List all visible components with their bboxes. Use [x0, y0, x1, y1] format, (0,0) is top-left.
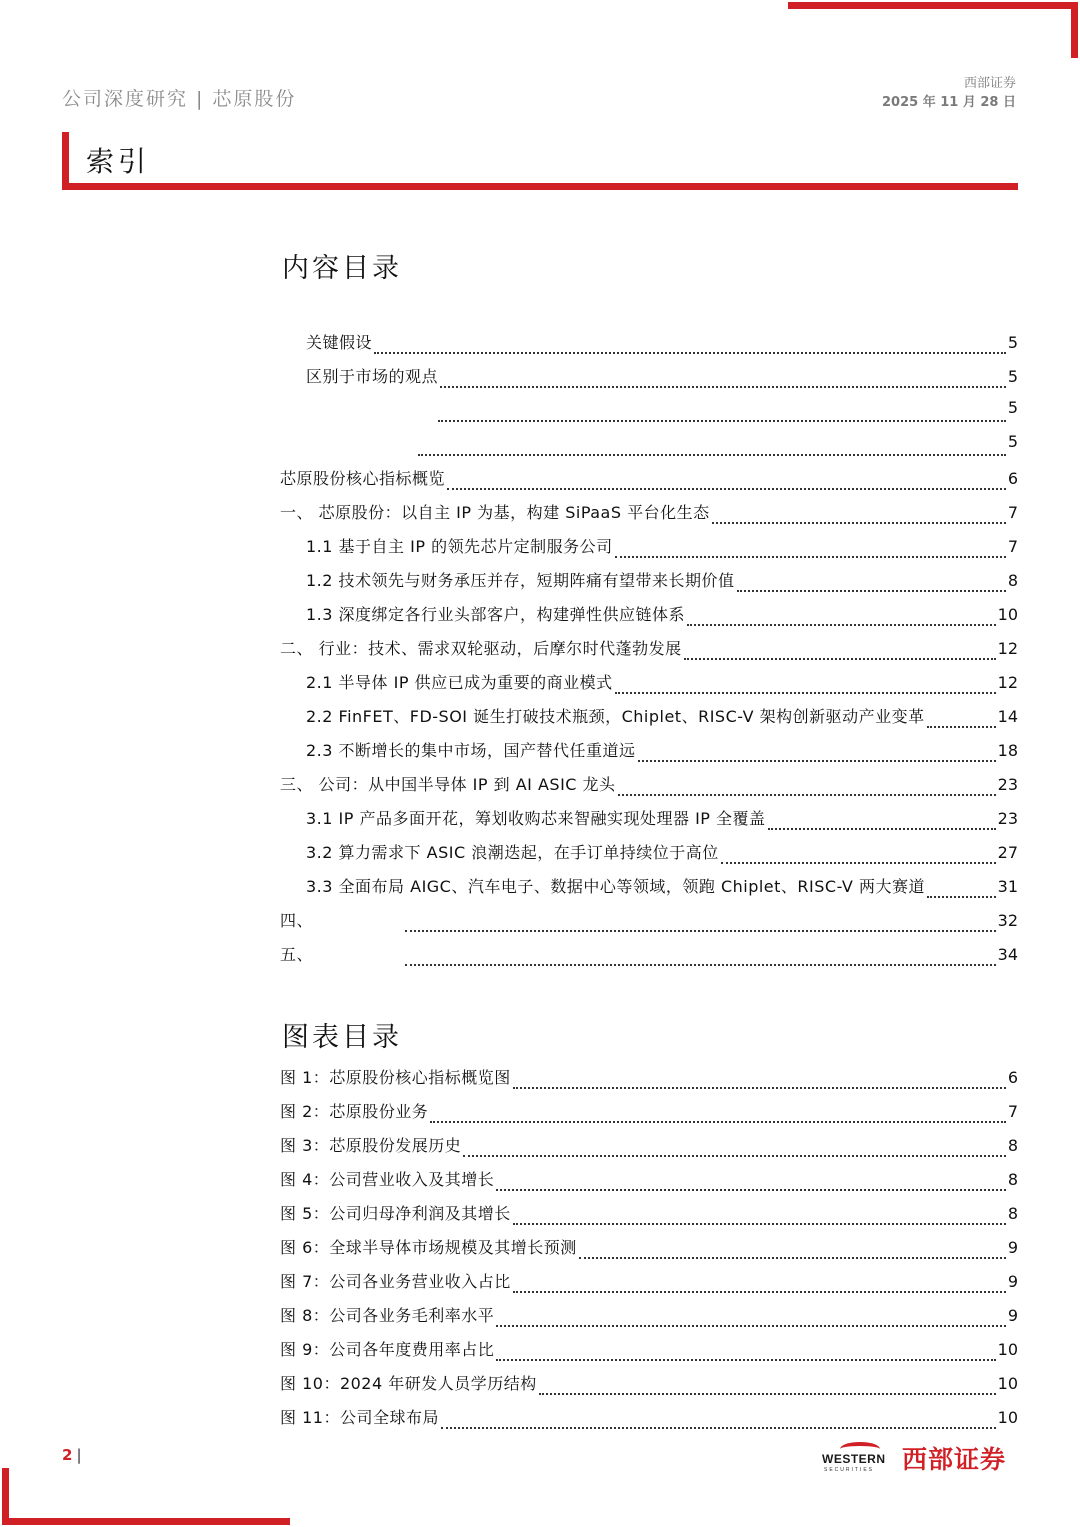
toc-entry-page: 9 — [1007, 1306, 1018, 1325]
report-meta — [882, 74, 1016, 112]
toc-leader-dots — [539, 1393, 996, 1395]
toc-entry[interactable] — [280, 398, 1018, 432]
toc-entry[interactable] — [280, 1201, 1018, 1235]
toc-entry-label: 1.2 技术领先与财务承压并存，短期阵痛有望带来长期价值 — [306, 571, 735, 590]
toc-entry-label: 图 10：2024 年研发人员学历结构 — [280, 1374, 537, 1393]
toc-leader-dots — [441, 1427, 996, 1429]
top-red-bar — [788, 2, 1078, 9]
toc-entry-label: 图 7：公司各业务营业收入占比 — [280, 1272, 511, 1291]
toc-entry-label: 3.2 算力需求下 ASIC 浪潮迭起，在手订单持续位于高位 — [306, 843, 719, 862]
toc-entry[interactable] — [280, 636, 1018, 670]
toc-leader-dots — [721, 862, 996, 864]
toc-entry-label: 1.3 深度绑定各行业头部客户，构建弹性供应链体系 — [306, 605, 686, 624]
toc-leader-dots — [927, 726, 996, 728]
toc-entry-page: 5 — [1007, 367, 1018, 386]
toc-leader-dots — [513, 1087, 1006, 1089]
toc-entry-label: 三、 公司：从中国半导体 IP 到 AI ASIC 龙头 — [280, 775, 616, 794]
toc-entry[interactable] — [280, 1167, 1018, 1201]
toc-entry-label: 图 1：芯原股份核心指标概览图 — [280, 1068, 511, 1087]
toc-leader-dots — [712, 522, 1006, 524]
toc-entry[interactable] — [280, 1337, 1018, 1371]
toc-entry-label: 四、 — [280, 911, 314, 930]
toc-leader-dots — [927, 896, 996, 898]
toc-entry-label: 2.2 FinFET、FD-SOI 诞生打破技术瓶颈，Chiplet、RISC-V 架构创新驱动产业变革 — [306, 707, 925, 726]
toc-entry[interactable] — [280, 1405, 1018, 1439]
toc-entry[interactable] — [280, 500, 1018, 534]
broker-logo — [822, 1440, 1006, 1476]
toc-entry-page: 18 — [997, 741, 1018, 760]
toc-entry[interactable] — [280, 432, 1018, 466]
toc-entry-page: 8 — [1007, 1170, 1018, 1189]
toc-leader-dots — [438, 420, 1006, 422]
toc-list — [280, 330, 1018, 976]
toc-leader-dots — [430, 1121, 1006, 1123]
toc-entry[interactable] — [280, 330, 1018, 364]
toc-entry[interactable] — [280, 1303, 1018, 1337]
toc-entry-page: 7 — [1007, 1102, 1018, 1121]
top-red-bar-corner — [1071, 2, 1078, 58]
toc-entry-page: 8 — [1007, 571, 1018, 590]
report-type: 公司深度研究 — [62, 88, 189, 110]
toc-entry-label: 芯原股份核心指标概览 — [280, 469, 446, 488]
page-number — [62, 1446, 82, 1464]
toc-entry-page: 8 — [1007, 1204, 1018, 1223]
toc-entry-page: 5 — [1007, 333, 1018, 352]
toc-entry[interactable] — [280, 1099, 1018, 1133]
toc-leader-dots — [496, 1189, 1006, 1191]
toc-entry-page: 34 — [997, 945, 1018, 964]
toc-leader-dots — [513, 1291, 1006, 1293]
toc-entry-label: 区别于市场的观点 — [306, 367, 439, 386]
index-banner — [62, 132, 1018, 190]
toc-leader-dots — [447, 488, 1006, 490]
toc-entry[interactable] — [280, 874, 1018, 908]
toc-entry[interactable] — [280, 670, 1018, 704]
bottom-red-bar — [2, 1518, 290, 1525]
page-number-bar: | — [76, 1446, 82, 1464]
toc-leader-dots — [638, 760, 996, 762]
toc-title: 内容目录 — [282, 253, 402, 284]
toc-entry[interactable] — [280, 1133, 1018, 1167]
toc-entry[interactable] — [280, 806, 1018, 840]
toc-entry-page: 10 — [997, 1374, 1018, 1393]
toc-entry[interactable] — [280, 534, 1018, 568]
toc-entry[interactable] — [280, 738, 1018, 772]
toc-entry-page: 14 — [997, 707, 1018, 726]
toc-entry-label: 图 4：公司营业收入及其增长 — [280, 1170, 495, 1189]
logo-english-sub: SECURITIES — [824, 1467, 875, 1473]
toc-leader-dots — [615, 556, 1006, 558]
toc-entry[interactable] — [280, 602, 1018, 636]
index-banner-underline — [62, 183, 1018, 190]
toc-entry-label: 3.3 全面布局 AIGC、汽车电子、数据中心等领域，领跑 Chiplet、RISC-V 两大赛道 — [306, 877, 925, 896]
report-date: 2025 年 11 月 28 日 — [882, 95, 1016, 110]
toc-leader-dots — [440, 386, 1006, 388]
toc-entry-label: 图 2：芯原股份业务 — [280, 1102, 429, 1121]
toc-entry-label: 二、 行业：技术、需求双轮驱动，后摩尔时代蓬勃发展 — [280, 639, 682, 658]
toc-entry-label: 图 8：公司各业务毛利率水平 — [280, 1306, 495, 1325]
toc-leader-dots — [618, 794, 996, 796]
toc-entry[interactable] — [280, 704, 1018, 738]
index-title: 索引 — [86, 145, 151, 178]
toc-entry[interactable] — [280, 1065, 1018, 1099]
toc-entry-page: 27 — [997, 843, 1018, 862]
toc-leader-dots — [579, 1257, 1006, 1259]
toc-entry-page: 12 — [997, 639, 1018, 658]
toc-entry-label: 2.3 不断增长的集中市场，国产替代任重道远 — [306, 741, 636, 760]
toc-entry-page: 6 — [1007, 469, 1018, 488]
toc-entry-page: 5 — [1007, 432, 1018, 451]
toc-entry-label: 2.1 半导体 IP 供应已成为重要的商业模式 — [306, 673, 613, 692]
toc-leader-dots — [418, 454, 1006, 456]
toc-entry[interactable] — [280, 1235, 1018, 1269]
toc-entry-label: 关键假设 — [306, 333, 373, 352]
figure-list — [280, 1065, 1018, 1439]
toc-leader-dots — [405, 964, 996, 966]
logo-mark — [822, 1442, 898, 1474]
toc-entry[interactable] — [280, 908, 1018, 942]
logo-english: WESTERN — [822, 1452, 886, 1466]
toc-entry-page: 10 — [997, 1340, 1018, 1359]
toc-entry-page: 7 — [1007, 537, 1018, 556]
toc-entry[interactable] — [280, 1371, 1018, 1405]
toc-entry-page: 6 — [1007, 1068, 1018, 1087]
broker-name: 西部证券 — [963, 76, 1016, 91]
toc-leader-dots — [496, 1359, 995, 1361]
toc-entry-page: 8 — [1007, 1136, 1018, 1155]
header-separator: | — [196, 88, 205, 110]
toc-leader-dots — [463, 1155, 1006, 1157]
toc-entry-page: 7 — [1007, 503, 1018, 522]
toc-leader-dots — [768, 828, 996, 830]
report-header — [62, 84, 296, 111]
toc-entry-label: 图 6：全球半导体市场规模及其增长预测 — [280, 1238, 577, 1257]
toc-entry[interactable] — [280, 840, 1018, 874]
toc-entry[interactable] — [280, 1269, 1018, 1303]
figure-list-title: 图表目录 — [282, 1022, 402, 1053]
toc-entry-page: 23 — [997, 775, 1018, 794]
toc-entry-label: 图 5：公司归母净利润及其增长 — [280, 1204, 511, 1223]
company-name: 芯原股份 — [212, 88, 297, 110]
toc-entry-label: 3.1 IP 产品多面开花，筹划收购芯来智融实现处理器 IP 全覆盖 — [306, 809, 766, 828]
toc-leader-dots — [374, 352, 1006, 354]
toc-entry[interactable] — [280, 466, 1018, 500]
bottom-red-bar-corner — [2, 1468, 9, 1525]
toc-entry-page: 10 — [997, 1408, 1018, 1427]
toc-leader-dots — [405, 930, 996, 932]
toc-leader-dots — [687, 624, 996, 626]
toc-entry-page: 23 — [997, 809, 1018, 828]
toc-entry-label: 一、 芯原股份：以自主 IP 为基，构建 SiPaaS 平台化生态 — [280, 503, 710, 522]
toc-entry-page: 5 — [1007, 398, 1018, 417]
toc-entry-label: 图 11：公司全球布局 — [280, 1408, 439, 1427]
toc-entry[interactable] — [280, 568, 1018, 602]
toc-leader-dots — [684, 658, 996, 660]
toc-entry[interactable] — [280, 364, 1018, 398]
toc-entry-label: 图 9：公司各年度费用率占比 — [280, 1340, 495, 1359]
toc-entry-page: 9 — [1007, 1238, 1018, 1257]
toc-entry-page: 9 — [1007, 1272, 1018, 1291]
toc-leader-dots — [496, 1325, 1006, 1327]
toc-entry[interactable] — [280, 772, 1018, 806]
logo-chinese: 西部证券 — [902, 1445, 1007, 1474]
index-banner-left-bar — [62, 132, 69, 190]
toc-entry-label: 1.1 基于自主 IP 的领先芯片定制服务公司 — [306, 537, 613, 556]
page-number-value: 2 — [62, 1446, 73, 1464]
toc-entry-label: 五、 — [280, 945, 314, 964]
toc-leader-dots — [615, 692, 996, 694]
toc-entry[interactable] — [280, 942, 1018, 976]
toc-leader-dots — [513, 1223, 1006, 1225]
toc-entry-page: 12 — [997, 673, 1018, 692]
toc-entry-page: 32 — [997, 911, 1018, 930]
toc-entry-page: 10 — [997, 605, 1018, 624]
toc-entry-label: 图 3：芯原股份发展历史 — [280, 1136, 462, 1155]
toc-entry-page: 31 — [997, 877, 1018, 896]
toc-leader-dots — [737, 590, 1006, 592]
